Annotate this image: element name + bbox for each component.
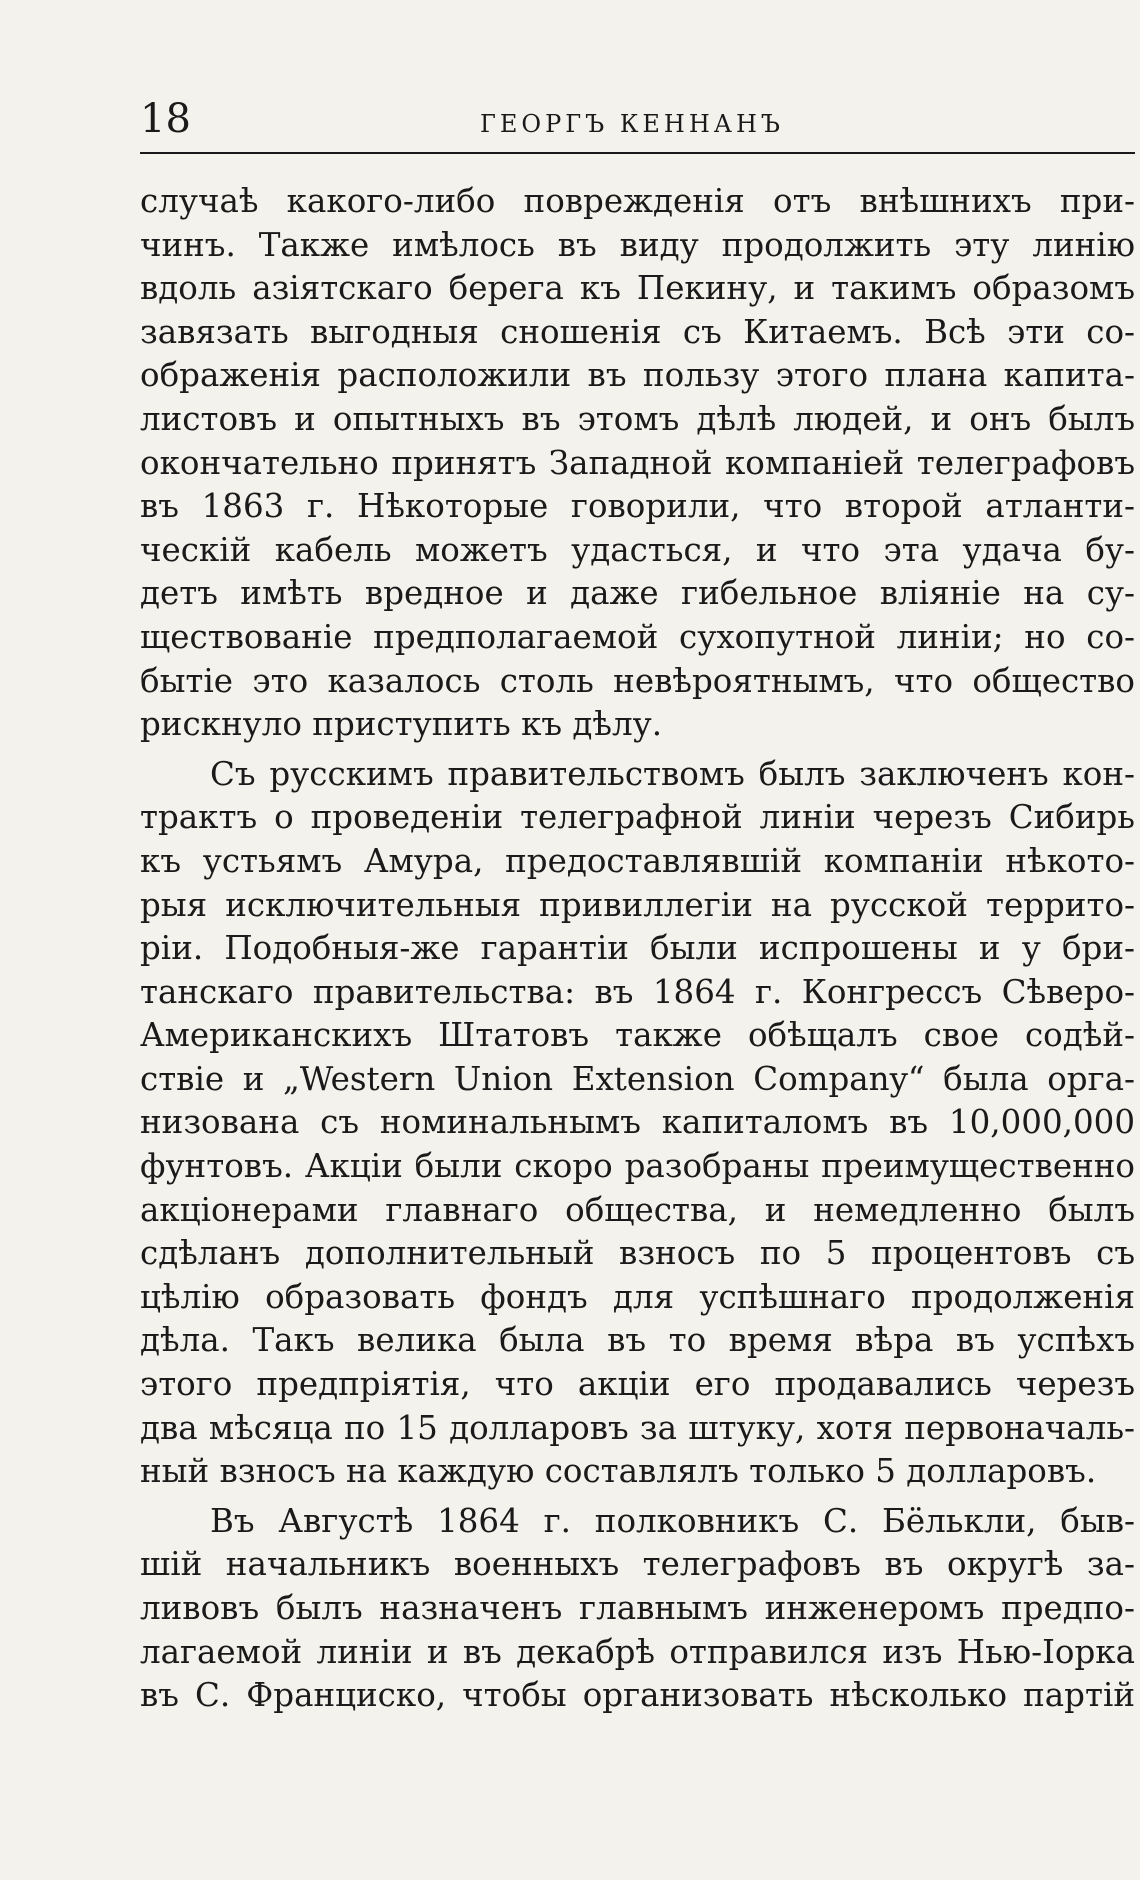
text-line: ображенія расположили въ пользу этого плана капита- <box>140 356 1135 395</box>
text-line: Въ Августѣ 1864 г. полковникъ С. Бёлькли, быв- <box>210 1501 1135 1540</box>
text-line: рыя исключительныя привиллегіи на русской террито- <box>140 885 1135 924</box>
text-line: къ устьямъ Амура, предоставлявшій компаніи нѣкото- <box>140 841 1135 880</box>
text-line: низована съ номинальнымъ капиталомъ въ 10,000,000 <box>140 1103 1135 1142</box>
text-line: ріи. Подобныя-же гарантіи были испрошены и у бри- <box>140 929 1135 968</box>
text-line: сдѣланъ дополнительный взносъ по 5 процентовъ съ <box>140 1234 1135 1273</box>
text-line: случаѣ какого-либо поврежденія отъ внѣшнихъ при- <box>140 182 1135 220</box>
text-line: листовъ и опытныхъ въ этомъ дѣлѣ людей, и онъ былъ <box>140 399 1135 438</box>
body-text <box>140 180 1135 1718</box>
text-line: дѣла. Такъ велика была въ то время вѣра въ успѣхъ <box>140 1321 1135 1360</box>
text-line: ливовъ былъ назначенъ главнымъ инженеромъ предпо- <box>140 1589 1135 1627</box>
text-line: этого предпріятія, что акціи его продавались черезъ <box>140 1365 1135 1404</box>
text-line: вдоль азіятскаго берега къ Пекину, и такимъ образомъ <box>140 269 1135 308</box>
header-rule <box>140 152 1135 154</box>
page-number: 18 <box>140 96 191 142</box>
text-line: два мѣсяца по 15 долларовъ за штуку, хотя первоначаль- <box>140 1408 1135 1447</box>
text-line: ствіе и „Western Union Extension Company“ была орга- <box>140 1059 1135 1098</box>
paragraph-3 <box>140 1500 1135 1718</box>
running-head: ГЕОРГЪ КЕННАНЪ <box>480 110 784 138</box>
text-line: въ С. Франциско, чтобы организовать нѣсколько партій <box>140 1676 1135 1715</box>
text-line: шій начальникъ военныхъ телеграфовъ въ округѣ за- <box>140 1545 1135 1584</box>
text-line: детъ имѣть вредное и даже гибельное вліяніе на су- <box>140 574 1135 613</box>
text-line: рискнуло приступить къ дѣлу. <box>140 705 663 744</box>
text-line: Съ русскимъ правительствомъ былъ заключенъ кон- <box>210 754 1135 793</box>
paragraph-1 <box>140 180 1135 747</box>
text-line: завязать выгодныя сношенія съ Китаемъ. Всѣ эти со- <box>140 312 1135 351</box>
text-line: чинъ. Также имѣлось въ виду продолжить эту линію <box>140 225 1135 264</box>
paragraph-2 <box>140 753 1135 1494</box>
text-line: въ 1863 г. Нѣкоторые говорили, что второй атланти- <box>140 487 1135 526</box>
text-line: танскаго правительства: въ 1864 г. Конгрессъ Сѣверо- <box>140 972 1135 1011</box>
text-line: ществованіе предполагаемой сухопутной линіи; но со- <box>140 617 1135 656</box>
text-line: окончательно принятъ Западной компаніей телеграфовъ <box>140 443 1135 482</box>
text-line: лагаемой линіи и въ декабрѣ отправился изъ Нью-Іорка <box>140 1632 1135 1671</box>
text-line: акціонерами главнаго общества, и немедленно былъ <box>140 1190 1135 1229</box>
text-line: цѣлію образовать фондъ для успѣшнаго продолженія <box>140 1277 1135 1316</box>
text-line: ный взносъ на каждую составлялъ только 5 долларовъ. <box>140 1452 1097 1491</box>
text-line: фунтовъ. Акціи были скоро разобраны преимущественно <box>140 1147 1135 1186</box>
text-line: трактъ о проведеніи телеграфной линіи черезъ Сибирь <box>140 798 1135 837</box>
text-line: бытіе это казалось столь невѣроятнымъ, что общество <box>140 661 1135 700</box>
text-line: Американскихъ Штатовъ также обѣщалъ свое содѣй- <box>140 1016 1135 1055</box>
text-line: ческій кабель можетъ удасться, и что эта удача бу- <box>140 530 1135 569</box>
